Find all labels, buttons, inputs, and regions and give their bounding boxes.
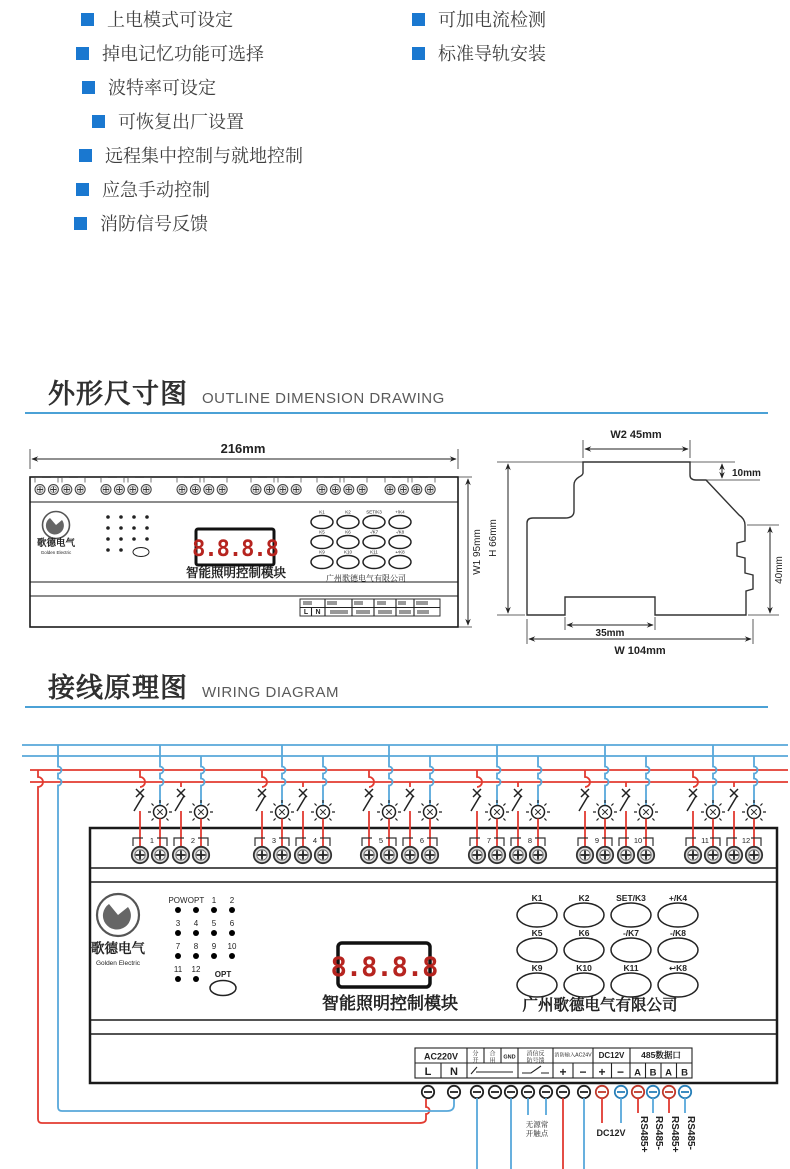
terminal-l: L: [303, 609, 309, 616]
terminal-n: N: [450, 1066, 458, 1078]
terminal-col1-char: 开: [472, 1058, 479, 1065]
key-label: K11: [370, 549, 378, 555]
dc12v-note: DC12V: [596, 1128, 626, 1138]
key-label: SET/K3: [366, 509, 382, 515]
key-label: K2: [578, 893, 590, 903]
rs485-pin: B: [649, 1067, 657, 1079]
led-label: 4: [193, 919, 199, 928]
key-label: K5: [531, 928, 543, 938]
rs485-pin: B: [681, 1067, 688, 1079]
seven-segment-display: [192, 529, 278, 565]
rs485-note: RS485+: [669, 1116, 680, 1153]
channel-number: 2: [190, 836, 196, 845]
feature-item: [82, 70, 303, 104]
key-label: K9: [531, 963, 543, 973]
key-label: SET/K3: [616, 893, 646, 903]
bottom-terminal-screws: [422, 1086, 691, 1098]
key-label: K2: [345, 509, 351, 515]
key-label: K11: [623, 963, 639, 973]
section-title-zh: 外形尺寸图: [48, 379, 188, 409]
led-label: POW: [168, 896, 188, 905]
feature-item: [74, 206, 303, 240]
channel-number: 9: [594, 836, 600, 845]
bullet-square-icon: [92, 115, 105, 128]
led-label: 9: [211, 942, 217, 951]
display-digits: 8.8.8.8: [330, 952, 438, 983]
bullet-square-icon: [81, 13, 94, 26]
channel-numbers: [150, 836, 750, 845]
channel-number: 4: [312, 836, 318, 845]
channel-number: 5: [378, 836, 384, 845]
feature-text: 消防信号反馈: [100, 214, 208, 234]
key-label: K6: [345, 529, 351, 535]
key-button-grid: [311, 510, 411, 569]
feature-item: [92, 104, 303, 138]
key-label: K1: [319, 509, 325, 515]
channel-number: 6: [419, 836, 425, 845]
feature-list-right: [412, 2, 546, 70]
channel-number: 8: [527, 836, 533, 845]
dim-front-height: W1 95mm: [472, 529, 483, 575]
brand-logo: [37, 512, 76, 556]
rs485-pin: A: [665, 1067, 672, 1079]
led-label: 5: [211, 919, 217, 928]
led-indicator-grid: [168, 896, 237, 996]
seven-segment-display: [331, 943, 438, 987]
terminal-gnd: GND: [503, 1054, 516, 1061]
bottom-terminal-block: [415, 1048, 692, 1079]
terminal-col2-char: 合: [489, 1051, 496, 1058]
feature-text: 可加电流检测: [438, 10, 546, 30]
key-label: -/K7: [622, 928, 640, 938]
channel-number: 11: [701, 836, 709, 845]
bullet-square-icon: [412, 47, 425, 60]
terminal-n: N: [315, 609, 321, 616]
feature-text: 掉电记忆功能可选择: [102, 44, 264, 64]
key-label: K10: [576, 963, 592, 973]
key-label: +/K4: [668, 893, 688, 903]
key-label: ↩K8: [395, 549, 405, 555]
outline-section-title: [48, 372, 445, 411]
dim-front-width: 216mm: [220, 441, 266, 456]
rs485-note: RS485-: [685, 1116, 696, 1150]
plus-sign: +: [559, 1065, 567, 1079]
brand-name-zh: 歌德电气: [36, 538, 76, 549]
key-label: K5: [319, 529, 325, 535]
company-name: 广州歌德电气有限公司: [522, 997, 678, 1014]
terminal-col2-char: 用: [489, 1058, 496, 1065]
bullet-square-icon: [74, 217, 87, 230]
key-label: -/K8: [669, 928, 687, 938]
section-title-zh: 接线原理图: [48, 673, 188, 703]
key-label: +/K4: [395, 509, 405, 515]
feature-item: [79, 138, 303, 172]
contact-symbol: [522, 1066, 549, 1073]
led-indicator-grid: [106, 515, 149, 556]
company-name: 广州歌德电气有限公司: [326, 574, 406, 583]
feature-item: [76, 36, 303, 70]
rs485-note: RS485+: [638, 1116, 649, 1153]
feature-text: 上电模式可设定: [107, 10, 233, 30]
bullet-square-icon: [412, 13, 425, 26]
rs485-note: RS485-: [653, 1116, 664, 1150]
product-name: 智能照明控制模块: [185, 566, 287, 580]
feature-item: [412, 2, 546, 36]
feature-item: [412, 36, 546, 70]
brand-logo: [91, 894, 145, 967]
fire-input-label: 消防输入AC24V: [554, 1052, 592, 1059]
brand-name-en: Golden Electric: [40, 550, 72, 555]
brand-name-zh: 歌德电气: [91, 941, 145, 956]
feature-text: 标准导轨安装: [438, 44, 546, 64]
key-label: K6: [578, 928, 590, 938]
brand-name-en: Golden Electric: [95, 960, 141, 967]
led-label: 8: [193, 942, 199, 951]
channel-number: 7: [486, 836, 492, 845]
channel-number: 1: [149, 836, 155, 845]
colored-terminal-screws: [596, 1086, 691, 1098]
section-title-en: WIRING DIAGRAM: [202, 684, 339, 701]
terminal-ac: AC220V: [423, 1051, 459, 1062]
dim-top-step: 10mm: [732, 468, 761, 479]
feature-text: 可恢复出厂设置: [118, 112, 244, 132]
bullet-square-icon: [79, 149, 92, 162]
feature-list-left: [0, 2, 303, 240]
key-label: ↩K8: [669, 963, 687, 973]
display-digits: 8.8.8.8: [192, 537, 278, 562]
bullet-square-icon: [76, 183, 89, 196]
terminal-rs485-port: 485数据口: [641, 1050, 681, 1060]
bullet-square-icon: [82, 81, 95, 94]
feature-text: 应急手动控制: [102, 180, 210, 200]
key-button-grid: [517, 893, 698, 997]
dim-height: H 66mm: [488, 519, 499, 557]
channel-number: 3: [271, 836, 277, 845]
minus-sign: −: [579, 1065, 587, 1079]
led-label: 12: [191, 965, 201, 974]
feature-item: [81, 2, 303, 36]
product-name: 智能照明控制模块: [322, 994, 458, 1013]
led-label: 1: [211, 896, 217, 905]
bullet-square-icon: [76, 47, 89, 60]
dim-rail-slot: 35mm: [595, 628, 625, 639]
manual-switch-symbol: [471, 1067, 513, 1074]
feature-item: [76, 172, 303, 206]
led-label: 3: [175, 919, 181, 928]
terminal-l: L: [424, 1066, 432, 1078]
terminal-dc12v: DC12V: [598, 1051, 625, 1060]
plus-sign: +: [598, 1065, 606, 1079]
dim-total-width: W 104mm: [614, 645, 666, 657]
fire-feedback-label: 消信反: [526, 1051, 545, 1058]
dry-contact-note: 开触点: [525, 1129, 549, 1138]
neutral-bus-lines: [22, 745, 788, 756]
key-label: -/K7: [369, 529, 379, 535]
channel-number: 12: [741, 836, 751, 845]
feature-text: 远程集中控制与就地控制: [105, 146, 303, 166]
minus-sign: −: [616, 1065, 625, 1079]
dim-side-depth: 40mm: [774, 556, 785, 584]
wiring-diagram: [0, 715, 790, 1169]
section-title-en: OUTLINE DIMENSION DRAWING: [202, 390, 445, 407]
terminal-col1-char: 分: [472, 1051, 479, 1058]
led-label: 11: [173, 965, 183, 974]
dim-top-width: W2 45mm: [610, 429, 662, 441]
key-label: -/K8: [395, 529, 405, 535]
key-label: K10: [343, 549, 353, 555]
opt-button: [210, 981, 236, 996]
key-label: K1: [531, 893, 543, 903]
led-label: OPT: [187, 896, 205, 905]
dry-contact-note: 无源常: [525, 1120, 549, 1129]
channel-number: 10: [633, 836, 643, 845]
wiring-section-title: [48, 666, 339, 705]
led-label: 2: [229, 896, 235, 905]
live-bus-lines: [30, 770, 788, 782]
outline-dimension-drawing: [0, 425, 790, 662]
section-divider: [25, 412, 768, 414]
mini-terminal-block: [300, 599, 440, 616]
feature-text: 波特率可设定: [108, 78, 216, 98]
key-label: K9: [319, 549, 325, 555]
led-label: 10: [227, 942, 237, 951]
fire-feedback-label: 防号馈: [526, 1058, 545, 1065]
led-label: 6: [229, 919, 235, 928]
led-label: 7: [175, 942, 181, 951]
section-divider: [25, 706, 768, 708]
rs485-pin: A: [634, 1067, 641, 1079]
opt-button-label: OPT: [214, 970, 232, 979]
